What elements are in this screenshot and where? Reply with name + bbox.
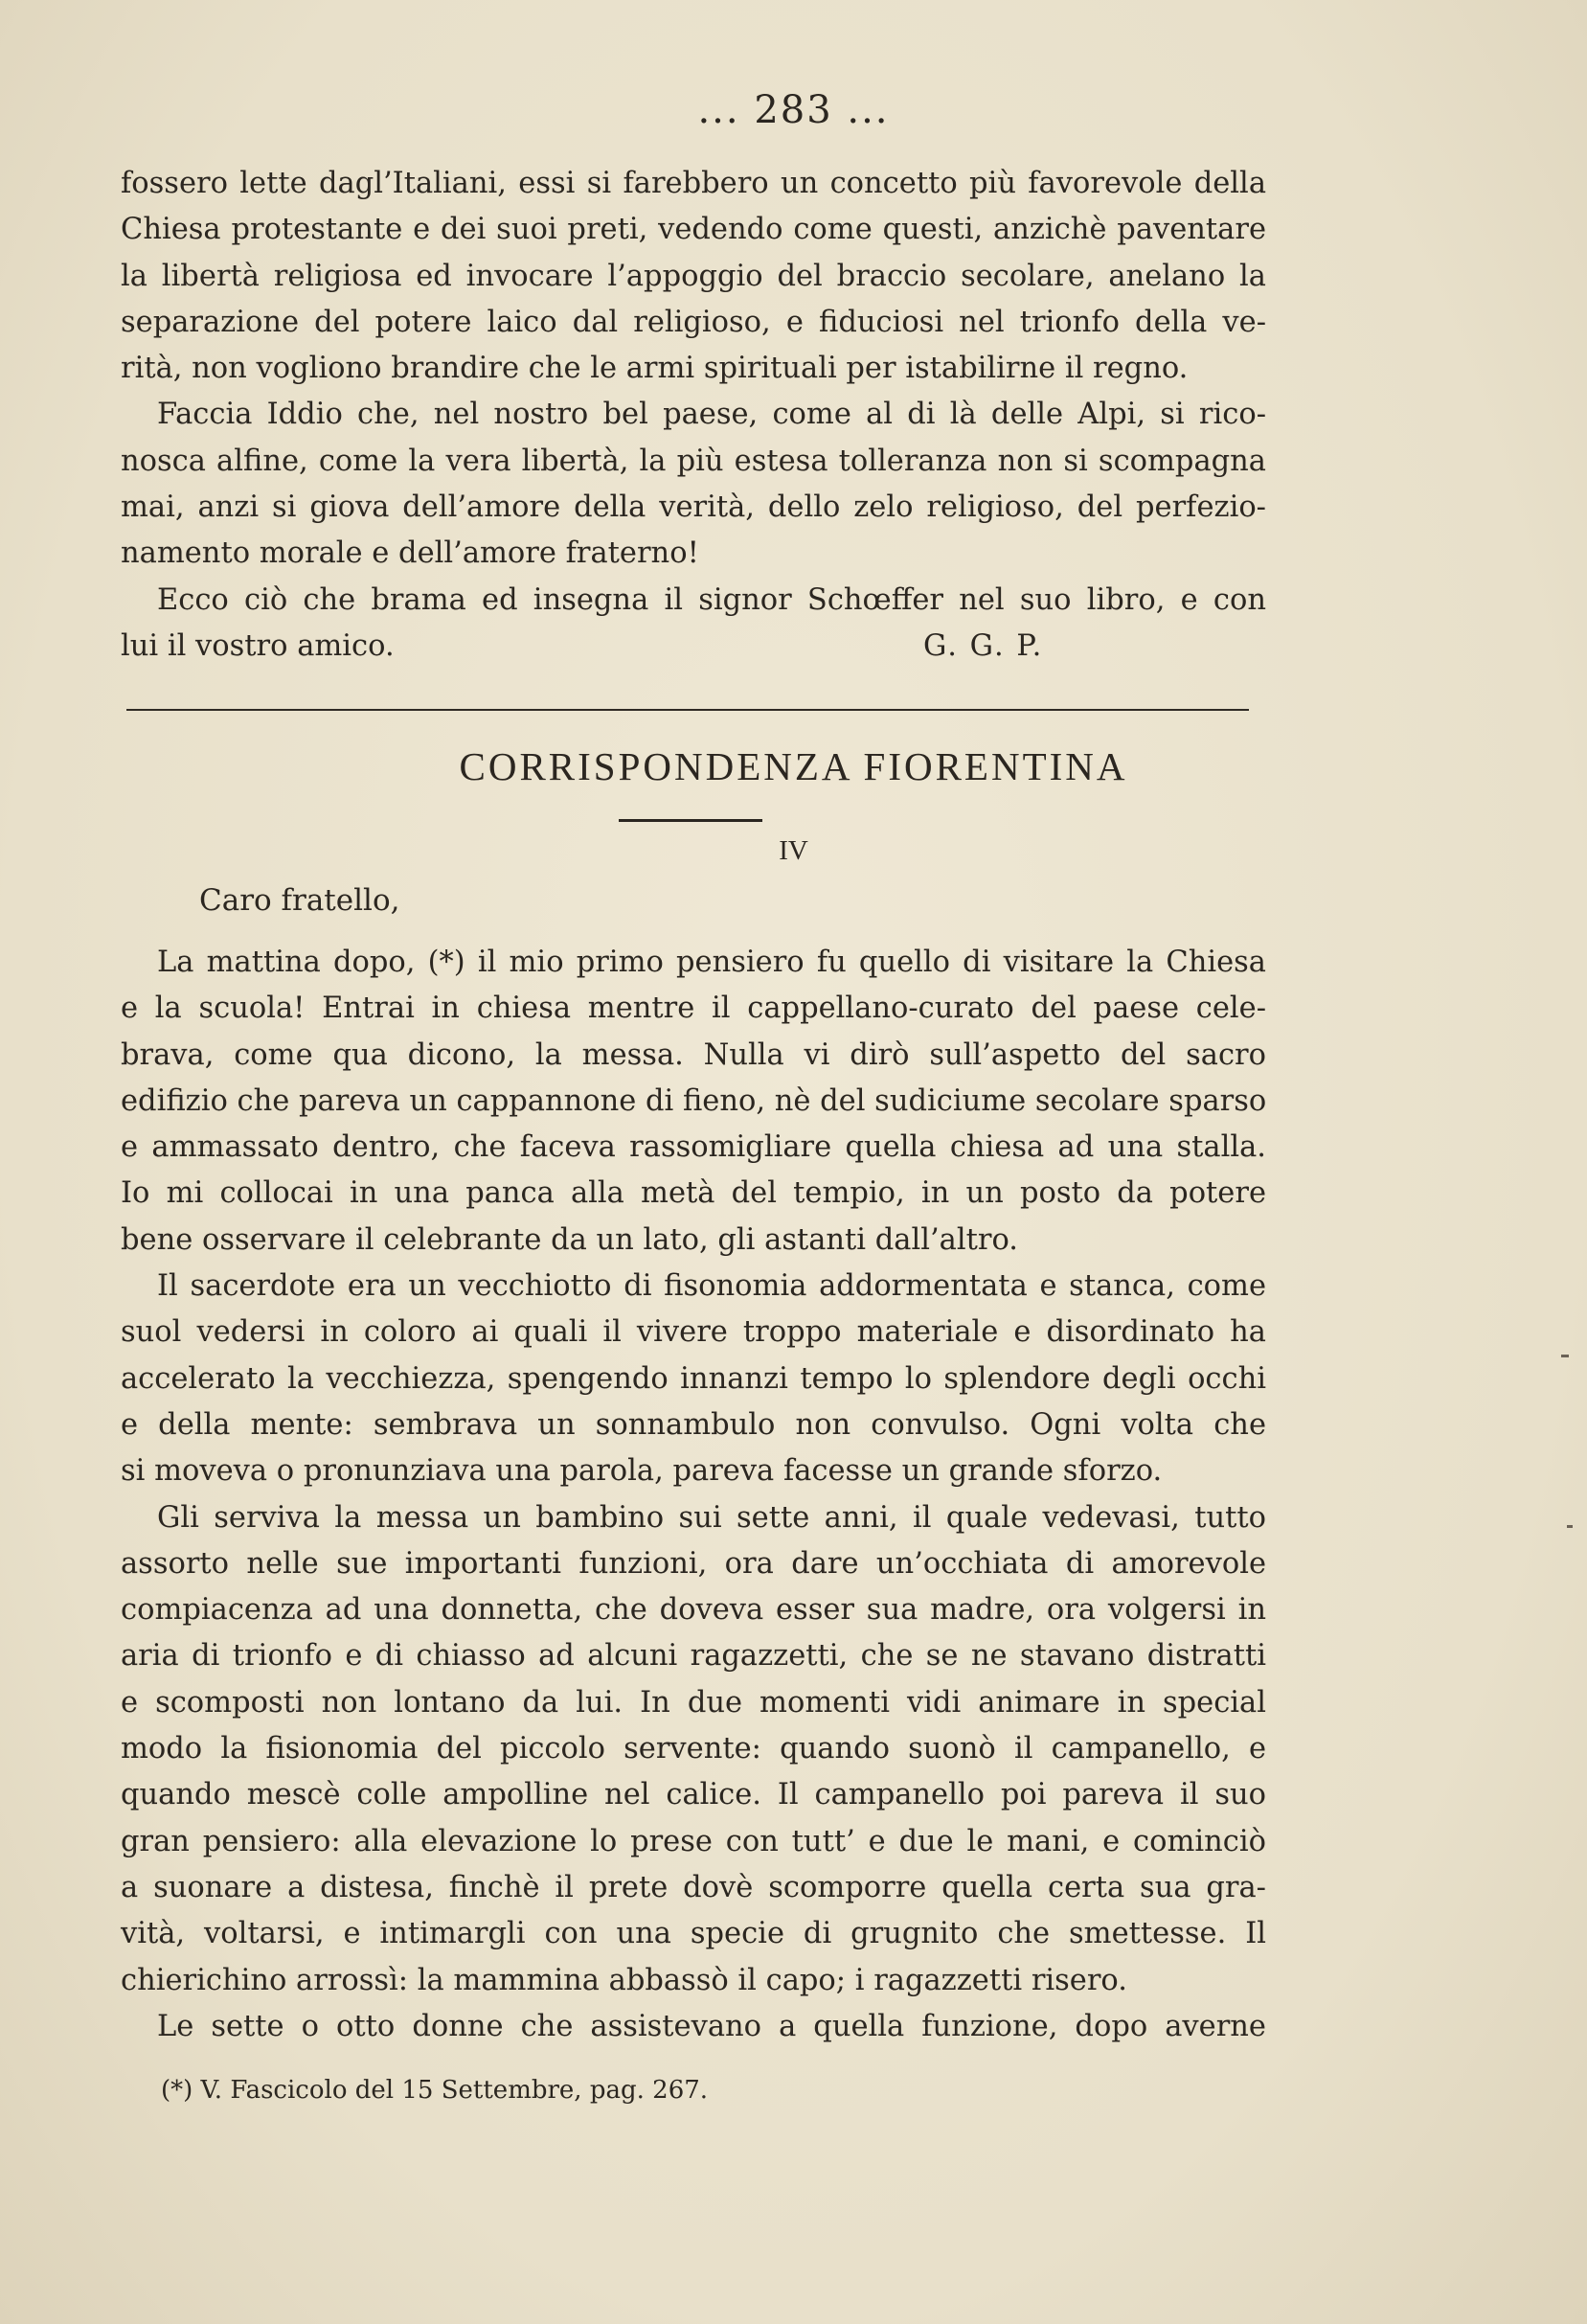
section-divider [126, 709, 1249, 711]
intro-paragraphs [121, 161, 1266, 670]
paper-speck [1567, 1525, 1573, 1528]
text-line: quando mescè colle ampolline nel calice. Il campanello poi pareva il suo [121, 1778, 1266, 1812]
text-line: chierichino arrossì: la mammina abbassò il capo; i ragazzetti risero. [121, 1963, 1127, 1997]
text-line: suol vedersi in coloro ai quali il vivere troppo materiale e disordinato ha [121, 1315, 1266, 1350]
text-line: brava, come qua dicono, la messa. Nulla vi dirò sull’aspetto del sacro [121, 1037, 1266, 1072]
text-line: assorto nelle sue importanti funzioni, ora dare un’occhiata di amorevole [121, 1546, 1266, 1581]
text-line: la libertà religiosa ed invocare l’appoggio del braccio secolare, anelano la [121, 259, 1266, 293]
letter-body [121, 940, 1266, 2050]
page-number: ... 283 ... [697, 88, 890, 132]
text-line: Ecco ciò che brama ed insegna il signor Schœffer nel suo libro, e con [157, 582, 1266, 617]
text-line: Le sette o otto donne che assistevano a quella funzione, dopo averne [157, 2009, 1266, 2043]
text-line: edifizio che pareva un cappannone di fieno, nè del sudiciume secolare sparso [121, 1083, 1267, 1118]
text-line: e scomposti non lontano da lui. In due momenti vidi animare in special [121, 1685, 1266, 1720]
signature: G. G. P. [923, 628, 1044, 663]
text-line: si moveva o pronunziava una parola, pareva facesse un grande sforzo. [121, 1454, 1163, 1489]
text-line: namento morale e dell’amore fraterno! [121, 536, 699, 571]
title-underline [619, 819, 762, 822]
text-line: Faccia Iddio che, nel nostro bel paese, come al di là delle Alpi, si rico- [157, 398, 1266, 432]
text-line: fossero lette dagl’Italiani, essi si farebbero un concetto più favorevole della [121, 167, 1266, 200]
text-line: aria di trionfo e di chiasso ad alcuni ragazzetti, che se ne stavano distratti [121, 1639, 1266, 1674]
text-line: separazione del potere laico dal religioso, e fiduciosi nel trionfo della ve- [121, 305, 1266, 339]
text-line: rità, non vogliono brandire che le armi spirituali per istabilirne il regno. [121, 352, 1189, 386]
text-line: compiacenza ad una donnetta, che doveva esser sua madre, ora volgersi in [121, 1593, 1266, 1628]
closing-text: lui il vostro amico. [121, 628, 395, 663]
text-line: Chiesa protestante e dei suoi preti, vedendo come questi, anzichè paventare [121, 213, 1266, 247]
salutation: Caro fratello, [199, 883, 400, 918]
section-title: CORRISPONDENZA FIORENTINA [459, 744, 1128, 788]
text-line: vità, voltarsi, e intimargli con una specie di grugnito che smettesse. Il [121, 1917, 1266, 1951]
text-line: Gli serviva la messa un bambino sui sette anni, il quale vedevasi, tutto [157, 1500, 1266, 1535]
text-line: mai, anzi si giova dell’amore della verità, dello zelo religioso, del perfezio- [121, 490, 1266, 525]
text-line: modo la fisionomia del piccolo servente: quando suonò il campanello, e [121, 1732, 1266, 1766]
text-line: a suonare a distesa, finchè il prete dovè scomporre quella certa sua gra- [121, 1870, 1266, 1904]
text-line: gran pensiero: alla elevazione lo prese con tutt’ e due le mani, e cominciò [121, 1824, 1266, 1858]
text-line: bene osservare il celebrante da un lato, gli astanti dall’altro. [121, 1222, 1018, 1257]
paper-speck [1561, 1355, 1569, 1357]
text-line: nosca alfine, come la vera libertà, la più estesa tolleranza non si scompagna [121, 444, 1266, 478]
text-line: Io mi collocai in una panca alla metà del tempio, in un posto da potere [121, 1176, 1266, 1211]
text-line: e della mente: sembrava un sonnambulo non convulso. Ogni volta che [121, 1407, 1266, 1442]
text-line: e la scuola! Entrai in chiesa mentre il cappellano-curato del paese cele- [121, 991, 1266, 1026]
text-line: Il sacerdote era un vecchiotto di fisonomia addormentata e stanca, come [157, 1269, 1266, 1304]
text-line: accelerato la vecchiezza, spengendo innanzi tempo lo splendore degli occhi [121, 1361, 1266, 1396]
text-line: La mattina dopo, (*) il mio primo pensiero fu quello di visitare la Chiesa [157, 946, 1266, 979]
text-line: e ammassato dentro, che faceva rassomigliare quella chiesa ad una stalla. [121, 1130, 1266, 1165]
footnote: (*) V. Fascicolo del 15 Settembre, pag. 267. [161, 2076, 709, 2105]
section-number: IV [779, 835, 808, 866]
closing-line [121, 624, 1266, 670]
